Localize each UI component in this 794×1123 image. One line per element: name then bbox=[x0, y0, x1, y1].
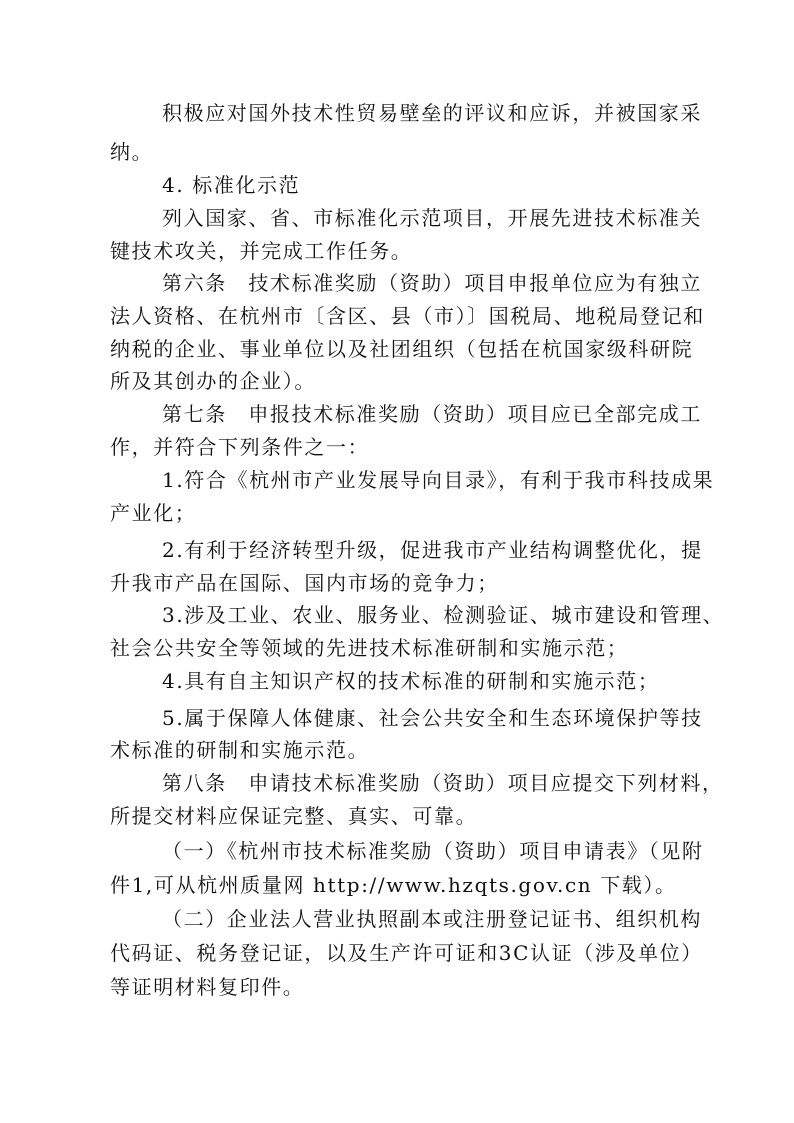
list-item: 2.有利于经济转型升级，促进我市产业结构调整优化，提 bbox=[162, 538, 703, 562]
text-line: 件1,可从杭州质量网 http://www.hzqts.gov.cn 下载）。 bbox=[110, 873, 677, 897]
article-7-line: 第七条 申报技术标准奖励（资助）项目应已全部完成工 bbox=[162, 402, 702, 426]
list-item: 4.具有自主知识产权的技术标准的研制和实施示范； bbox=[162, 669, 660, 693]
list-item: （一）《杭州市技术标准奖励（资助）项目申请表》（见附 bbox=[162, 839, 704, 863]
text-line: 产业化； bbox=[110, 501, 197, 525]
text-line: 积极应对国外技术性贸易壁垒的评议和应诉，并被国家采 bbox=[162, 101, 702, 125]
text-line: 纳。 bbox=[110, 140, 154, 164]
section-heading: 4. 标准化示范 bbox=[162, 173, 301, 197]
text-line: 所提交材料应保证完整、真实、可靠。 bbox=[110, 804, 478, 828]
list-item: 3.涉及工业、农业、服务业、检测验证、城市建设和管理、 bbox=[162, 603, 725, 627]
text-line: 法人资格、在杭州市〔含区、县（市）〕国税局、地税局登记和 bbox=[110, 304, 705, 328]
text-line: 等证明材料复印件。 bbox=[110, 975, 305, 999]
article-6-line: 第六条 技术标准奖励（资助）项目申报单位应为有独立 bbox=[162, 271, 702, 295]
text-line: 所及其创办的企业）。 bbox=[110, 369, 316, 393]
text-line: 社会公共安全等领域的先进技术标准研制和实施示范； bbox=[110, 636, 629, 660]
text-line: 纳税的企业、事业单位以及社团组织（包括在杭国家级科研院 bbox=[110, 337, 694, 361]
text-line: 代码证、税务登记证，以及生产许可证和3C认证（涉及单位） bbox=[110, 941, 703, 965]
text-line: 术标准的研制和实施示范。 bbox=[110, 738, 370, 762]
list-item: （二）企业法人营业执照副本或注册登记证书、组织机构 bbox=[162, 907, 702, 931]
text-line: 键技术攻关，并完成工作任务。 bbox=[110, 239, 413, 263]
text-line: 作，并符合下列条件之一： bbox=[110, 435, 370, 459]
list-item: 5.属于保障人体健康、社会公共安全和生态环境保护等技 bbox=[162, 706, 703, 730]
text-line: 列入国家、省、市标准化示范项目，开展先进技术标准关 bbox=[162, 206, 702, 230]
article-8-line: 第八条 申请技术标准奖励（资助）项目应提交下列材料， bbox=[162, 771, 724, 795]
list-item: 1.符合《杭州市产业发展导向目录》，有利于我市科技成果 bbox=[162, 468, 715, 492]
text-line: 升我市产品在国际、国内市场的竞争力； bbox=[110, 571, 499, 595]
